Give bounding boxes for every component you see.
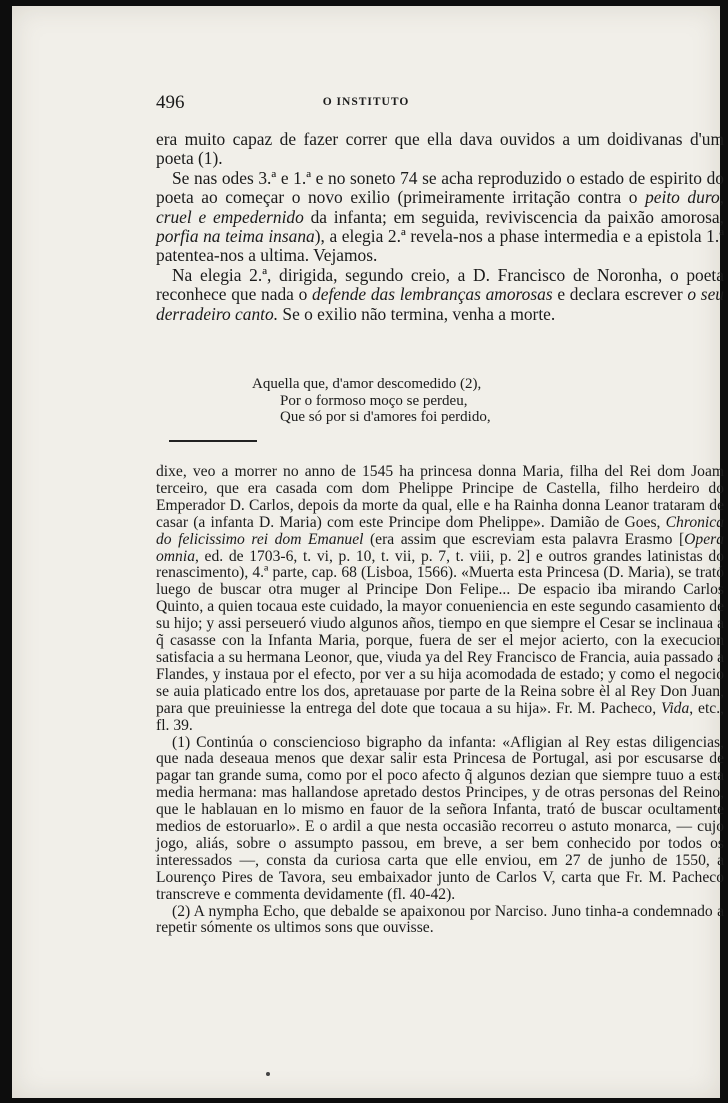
- paragraph-3: Na elegia 2.ª, dirigida, segundo creio, a D. Francisco de Noronha, o poeta reconhece que nada o defende das lembranças amorosas e declara escrever o seu derradeiro canto. Se o exilio não termina, venha a morte.: [156, 264, 724, 324]
- verse-line: Que só por si d'amores foi perdido,: [280, 409, 491, 425]
- italic-phrase: porfia na teima insana: [156, 226, 315, 247]
- main-text: [156, 130, 724, 324]
- italic-phrase: defende das lembranças amorosas: [312, 284, 553, 305]
- page-header: [12, 92, 720, 116]
- paragraph-1: era muito capaz de fazer correr que ella dava ouvidos a um doidivanas d'um poeta (1).: [156, 129, 724, 169]
- footnote-number: (1): [172, 733, 191, 751]
- footnotes: [156, 464, 724, 937]
- running-head: O INSTITUTO: [322, 96, 410, 108]
- footnote-continuation: dixe, veo a morrer no anno de 1545 ha princesa donna Maria, filha del Rei dom Joam terceiro, que era casada com dom Phelippe Principe de Castella, filho herdeiro do Emperador D. Carlos, depois da morte da qual, elle e ha Rainha donna Leanor trataram de casar (a infanta D. Maria) com este Principe dom Phelippe». Damião de Goes, Chronica do felicissimo rei dom Emanuel (era assim que escreviam esta palavra Erasmo [Opera omnia, ed. de 1703-6, t. vi, p. 10, t. vii, p. 7, t. viii, p. 2] e outros grandes latinistas do renascimento), 4.ª parte, cap. 68 (Lisboa, 1566). «Muerta esta Princesa (D. Maria), se trató luego de buscar otra muger al Principe Don Felipe... De espacio iba mirando Carlos Quinto, a quien tocaua este cuidado, la mayor conueniencia en este segundo casamiento de su hijo; y assi perseueró viudo algunos años, tiempo en que siempre el Cesar se inclinaua a q̃ casasse con la Infanta Maria, porque, fuera de ser el mejor acierto, con la execucion satisfacia a su hermana Leonor, que, viuda ya del Rey Francisco de Francia, auia passado a Flandes, y instaua por el efecto, por ver a su hija acomodada de estado; y como el negocio se auia platicado entre los dos, apretauase por parte de la Reina sobre èl al Rey Don Juan, para que preuiniesse la entrega del dote que tocaua a su hija». Fr. M. Pacheco, Vida, etc., fl. 39.: [156, 463, 724, 734]
- print-speck: [266, 1072, 270, 1076]
- book-page: [12, 6, 725, 1098]
- italic-phrase: o seu derradeiro canto.: [156, 284, 724, 324]
- footnote-rule: [169, 440, 257, 442]
- page-number: 496: [156, 92, 185, 113]
- verse-quote: [252, 376, 632, 426]
- footnote-1: (1) Continúa o consciencioso bigrapho da infanta: «Afligian al Rey estas diligencias, que nada deseaua menos que dexar salir esta Princesa de Portugal, asi por escusarse de pagar tan grande suma, como por el poco afecto q̃ algunos dezian que siempre tuuo a esta media hermana: mas hallandose apretado destos Principes, y de otras personas del Reino, que le hablauan en lo mismo en fauor de la señora Infanta, trató de buscar ocultamente medios de estoruarlo». E o ardil a que nesta occasião recorreu o astuto monarca, — cujo jogo, aliás, sobre o assumpto passou, em breve, a ser bem conhecido por todos os interessados —, consta da curiosa carta que elle enviou, em 27 de junho de 1550, a Lourenço Pires de Tavora, seu embaixador junto de Carlos V, carta que Fr. M. Pacheco transcreve e commenta devidamente (fl. 40-42).: [156, 733, 724, 903]
- verse-line: Aquella que, d'amor descomedido (2),: [252, 376, 482, 392]
- verse-line: Por o formoso moço se perdeu,: [280, 392, 468, 409]
- footnote-number: (2): [172, 902, 191, 920]
- italic-phrase: peito duro, cruel e empedernido: [156, 187, 724, 227]
- footnote-2: (2) A nympha Echo, que debalde se apaixonou por Narciso. Juno tinha-a condemnado a repetir sómente os ultimos sons que ouvisse.: [156, 902, 724, 937]
- paragraph-2: Se nas odes 3.ª e 1.ª e no soneto 74 se acha reproduzido o estado de espirito do poeta ao começar o novo exilio (primeiramente irritação contra o peito duro, cruel e empedernido da infanta; em seguida, reviviscencia da paixão amorosa, porfia na teima insana), a elegia 2.ª revela-nos a phase intermedia e a epistola 1.ª patentea-nos a ultima. Vejamos.: [156, 167, 725, 266]
